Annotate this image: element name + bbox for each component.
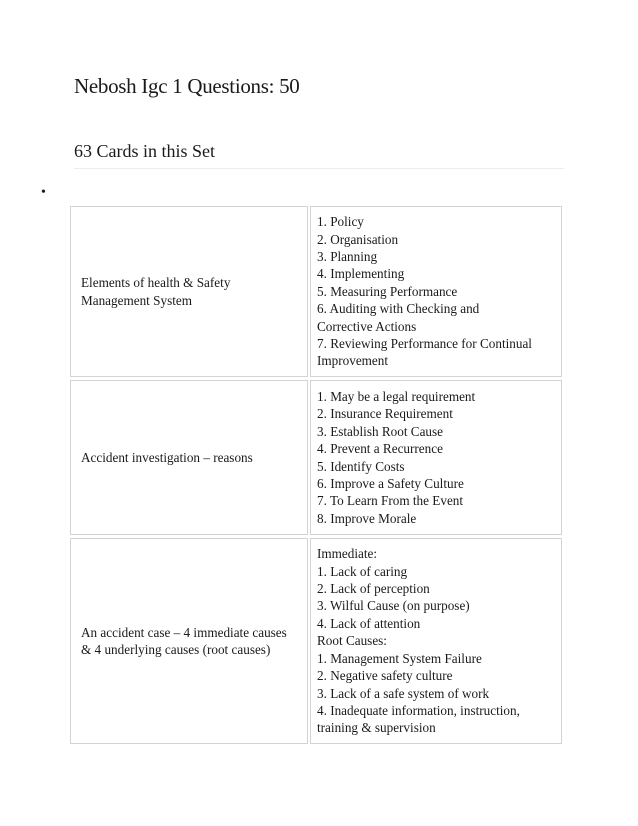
- divider: [74, 168, 564, 169]
- definition-line: 7. Reviewing Performance for Continual: [317, 336, 532, 352]
- definition-line: 2. Lack of perception: [317, 581, 430, 597]
- card-term: [70, 538, 308, 744]
- flashcard: [70, 538, 562, 744]
- card-term-text: Accident investigation – reasons: [81, 449, 253, 465]
- definition-line: 3. Planning: [317, 248, 378, 264]
- definition-line: 7. To Learn From the Event: [317, 493, 464, 509]
- definition-line: 5. Identify Costs: [317, 458, 405, 474]
- definition-line: 6. Improve a Safety Culture: [317, 475, 464, 491]
- definition-line: 2. Insurance Requirement: [317, 406, 453, 422]
- list-bullet: •: [41, 185, 46, 200]
- definition-line: Immediate:: [317, 546, 378, 562]
- flashcard-list: [70, 206, 562, 747]
- definition-line: 1. May be a legal requirement: [317, 388, 476, 404]
- definition-line: 3. Lack of a safe system of work: [317, 685, 490, 701]
- page-title: Nebosh Igc 1 Questions: 50: [74, 74, 300, 98]
- flashcard: [70, 206, 562, 377]
- card-term-text: An accident case – 4 immediate causes & 4 underlying causes (root causes): [81, 624, 287, 657]
- definition-line: 5. Measuring Performance: [317, 283, 458, 299]
- definition-line: 4. Inadequate information, instruction,: [317, 702, 520, 718]
- definition-line: 1. Management System Failure: [317, 650, 482, 666]
- definition-line: 2. Organisation: [317, 231, 399, 247]
- card-definition: [310, 538, 562, 744]
- definition-line: 4. Lack of attention: [317, 615, 421, 631]
- definition-line: 3. Establish Root Cause: [317, 423, 444, 439]
- definition-line: 4. Implementing: [317, 266, 405, 282]
- definition-line: Corrective Actions: [317, 318, 417, 334]
- definition-line: 4. Prevent a Recurrence: [317, 441, 443, 457]
- card-term: [70, 206, 308, 377]
- definition-line: Root Causes:: [317, 633, 387, 649]
- flashcard: [70, 380, 562, 535]
- definition-line: Improvement: [317, 353, 389, 369]
- definition-line: 8. Improve Morale: [317, 510, 417, 526]
- card-definition: [310, 206, 562, 377]
- definition-line: 6. Auditing with Checking and: [317, 301, 480, 317]
- definition-line: 1. Policy: [317, 214, 364, 230]
- definition-line: training & supervision: [317, 720, 436, 736]
- definition-line: 3. Wilful Cause (on purpose): [317, 598, 470, 614]
- definition-line: 1. Lack of caring: [317, 563, 408, 579]
- definition-line: 2. Negative safety culture: [317, 668, 453, 684]
- card-term: [70, 380, 308, 535]
- card-count: 63 Cards in this Set: [74, 141, 216, 161]
- card-definition: [310, 380, 562, 535]
- card-term-text: Elements of health & Safety Management System: [81, 275, 231, 308]
